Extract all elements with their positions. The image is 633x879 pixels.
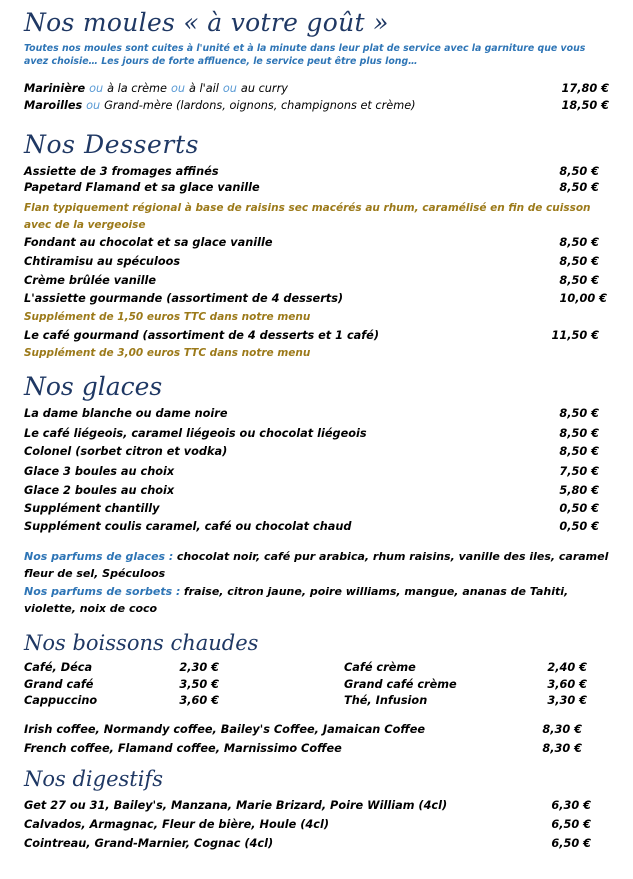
digestif-item: Cointreau, Grand-Marnier, Cognac (4cl) xyxy=(24,837,274,850)
dessert-item: Fondant au chocolat et sa glace vanille xyxy=(24,236,273,249)
glace-item: Glace 2 boules au choix xyxy=(24,484,175,497)
glaces-title: Nos glaces xyxy=(24,372,163,401)
digestif-item: Calvados, Armagnac, Fleur de bière, Houle (4cl) xyxy=(24,818,329,831)
moules-line-1 xyxy=(24,82,288,95)
moules-line-2 xyxy=(24,99,416,112)
boisson-item: Cappuccino xyxy=(24,694,98,707)
glace-item: Le café liégeois, caramel liégeois ou chocolat liégeois xyxy=(24,427,367,440)
moules-note-line2: avez choisie… Les jours de forte affluence, le service peut être plus long… xyxy=(24,56,418,67)
digestif-item: Get 27 ou 31, Bailey's, Manzana, Marie Brizard, Poire William (4cl) xyxy=(24,799,448,812)
moules-ail: à l'ail xyxy=(188,82,219,95)
digestif-price: 6,30 € xyxy=(551,799,591,812)
coffee-item: Irish coffee, Normandy coffee, Bailey's Coffee, Jamaican Coffee xyxy=(24,723,426,736)
boisson-price: 3,50 € xyxy=(179,678,219,691)
glace-item: Glace 3 boules au choix xyxy=(24,465,175,478)
parfums-sorbets-text: fraise, citron jaune, poire williams, mangue, ananas de Tahiti, violette, noix de coco xyxy=(24,585,569,615)
moules-curry: au curry xyxy=(240,82,288,95)
dessert-item: Assiette de 3 fromages affinés xyxy=(24,165,219,178)
dessert-price: 8,50 € xyxy=(559,181,599,194)
glace-price: 5,80 € xyxy=(559,484,599,497)
boisson-item: Grand café crème xyxy=(344,678,457,691)
dessert-price: 8,50 € xyxy=(559,236,599,249)
moules-price-1: 17,80 € xyxy=(561,82,609,95)
boisson-price: 3,30 € xyxy=(547,694,587,707)
coffee-item: French coffee, Flamand coffee, Marnissimo Coffee xyxy=(24,742,342,755)
boisson-price: 3,60 € xyxy=(179,694,219,707)
dessert-item: Papetard Flamand et sa glace vanille xyxy=(24,181,260,194)
boisson-item: Café crème xyxy=(344,661,416,674)
parfums-glaces xyxy=(24,548,616,582)
moules-note-line1: Toutes nos moules sont cuites à l'unité et à la minute dans leur plat de service avec la garniture que vous xyxy=(24,43,586,54)
parfums-glaces-label: Nos parfums de glaces : xyxy=(24,550,174,563)
supplement-note-1: Supplément de 1,50 euros TTC dans notre menu xyxy=(24,311,311,323)
dessert-price: 8,50 € xyxy=(559,255,599,268)
dessert-item: L'assiette gourmande (assortiment de 4 desserts) xyxy=(24,292,344,305)
digestifs-title: Nos digestifs xyxy=(24,767,163,791)
boissons-title: Nos boissons chaudes xyxy=(24,631,259,655)
parfums-glaces-text: chocolat noir, café pur arabica, rhum raisins, vanille des iles, caramel fleur de sel, Spéculoos xyxy=(24,550,609,580)
coffee-price: 8,30 € xyxy=(542,742,582,755)
supplement-note-2: Supplément de 3,00 euros TTC dans notre menu xyxy=(24,347,311,359)
glace-price: 0,50 € xyxy=(559,520,599,533)
flan-description xyxy=(24,200,591,234)
glace-price: 8,50 € xyxy=(559,427,599,440)
flan-line-2: avec de la vergeoise xyxy=(24,219,146,231)
or-separator: ou xyxy=(86,99,101,112)
dessert-item: Chtiramisu au spéculoos xyxy=(24,255,181,268)
moules-price-2: 18,50 € xyxy=(561,99,609,112)
glace-price: 8,50 € xyxy=(559,407,599,420)
dessert-price: 8,50 € xyxy=(559,274,599,287)
desserts-title: Nos Desserts xyxy=(24,130,200,159)
glace-item: Colonel (sorbet citron et vodka) xyxy=(24,445,228,458)
or-separator: ou xyxy=(89,82,104,95)
moules-note xyxy=(24,42,585,68)
or-separator: ou xyxy=(170,82,186,95)
digestif-price: 6,50 € xyxy=(551,837,591,850)
boisson-item: Thé, Infusion xyxy=(344,694,428,707)
dessert-item: Crème brûlée vanille xyxy=(24,274,157,287)
glace-item: La dame blanche ou dame noire xyxy=(24,407,228,420)
parfums-sorbets xyxy=(24,583,616,617)
dessert-price: 10,00 € xyxy=(559,292,607,305)
boisson-price: 2,40 € xyxy=(547,661,587,674)
digestif-price: 6,50 € xyxy=(551,818,591,831)
moules-grand-mere: Grand-mère (lardons, oignons, champignons et crème) xyxy=(104,99,416,112)
moules-creme: à la crème xyxy=(107,82,168,95)
glace-item: Supplément coulis caramel, café ou chocolat chaud xyxy=(24,520,352,533)
boisson-item: Café, Déca xyxy=(24,661,93,674)
glace-price: 0,50 € xyxy=(559,502,599,515)
boisson-item: Grand café xyxy=(24,678,94,691)
or-separator: ou xyxy=(222,82,237,95)
glace-price: 7,50 € xyxy=(559,465,599,478)
dessert-price: 8,50 € xyxy=(559,165,599,178)
cafe-gourmand-price: 11,50 € xyxy=(551,329,599,342)
flan-line-1: Flan typiquement régional à base de raisins sec macérés au rhum, caramélisé en fin de cuisson xyxy=(24,202,591,214)
moules-maroilles: Maroilles xyxy=(24,99,83,112)
cafe-gourmand: Le café gourmand (assortiment de 4 desserts et 1 café) xyxy=(24,329,379,342)
coffee-price: 8,30 € xyxy=(542,723,582,736)
boisson-price: 2,30 € xyxy=(179,661,219,674)
boisson-price: 3,60 € xyxy=(547,678,587,691)
parfums-sorbets-label: Nos parfums de sorbets : xyxy=(24,585,181,598)
moules-title: Nos moules « à votre goût » xyxy=(24,8,389,37)
glace-price: 8,50 € xyxy=(559,445,599,458)
moules-mariniere: Marinière xyxy=(24,82,86,95)
glace-item: Supplément chantilly xyxy=(24,502,160,515)
